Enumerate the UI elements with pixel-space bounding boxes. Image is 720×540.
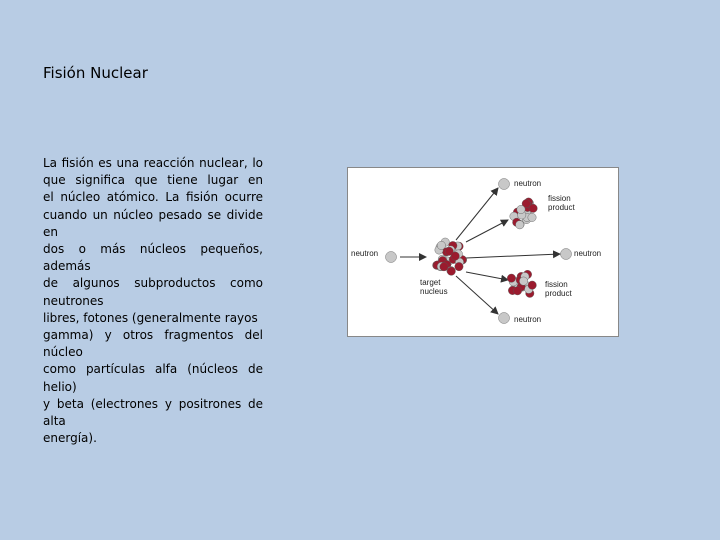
paragraph-line: como partículas alfa (núcleos de helio) [43, 362, 263, 394]
outgoing-neutron-middle [561, 249, 572, 260]
target-nucleus-proton [455, 262, 463, 270]
fission-product-top-neutron [528, 213, 536, 221]
label-neutron-top: neutron [514, 179, 542, 188]
paragraph-line: el núcleo atómico. La fisión ocurre [43, 190, 263, 205]
paragraph-line: La fisión es una reacción nuclear, lo [43, 156, 263, 170]
incoming-neutron [386, 252, 397, 263]
fission-product-bottom-neutron [519, 277, 527, 285]
paragraph-line: de algunos subproductos como [43, 276, 263, 291]
arrow-to-bottom-neutron [456, 276, 498, 314]
fission-diagram [347, 167, 619, 337]
fission-product-bottom-proton [528, 281, 536, 289]
label-target-nucleus: target nucleus [420, 278, 448, 296]
fission-product-top-neutron [516, 221, 524, 229]
paragraph-line: y beta (electrones y positrones de alta [43, 396, 263, 429]
fission-product-bottom-proton [507, 274, 515, 282]
particles [386, 179, 572, 324]
fission-product-top-neutron [517, 205, 525, 213]
paragraph-line: cuando un núcleo pesado se divide en [43, 207, 263, 239]
arrow-to-top-fragment [466, 220, 508, 242]
paragraph-line: neutrones [43, 293, 104, 308]
body-paragraph [43, 155, 263, 447]
arrow-to-top-neutron [456, 188, 498, 240]
outgoing-neutron-bottom [499, 313, 510, 324]
paragraph-line: gamma) y otros fragmentos del núcleo [43, 328, 263, 360]
target-nucleus-proton [447, 267, 455, 275]
target-nucleus-neutron [437, 241, 445, 249]
arrow-to-middle-neutron [466, 254, 560, 258]
slide-title: Fisión Nuclear [43, 64, 148, 82]
paragraph-line: energía). [43, 431, 97, 446]
paragraph-line: que significa que tiene lugar en [43, 173, 263, 188]
label-neutron-incoming: neutron [351, 249, 379, 258]
target-nucleus-proton [451, 252, 459, 260]
paragraph-line: dos o más núcleos pequeños, además [43, 242, 263, 274]
label-neutron-bottom: neutron [514, 315, 542, 324]
label-fission-product-bottom: fission product [545, 280, 572, 298]
fission-product-bottom-proton [513, 287, 521, 295]
label-fission-product-top: fission product [548, 194, 575, 212]
paragraph-line: libres, fotones (generalmente rayos [43, 310, 258, 325]
target-nucleus-proton [440, 263, 448, 271]
label-neutron-middle: neutron [574, 249, 602, 258]
outgoing-neutron-top [499, 179, 510, 190]
arrow-to-bottom-fragment [466, 272, 508, 280]
